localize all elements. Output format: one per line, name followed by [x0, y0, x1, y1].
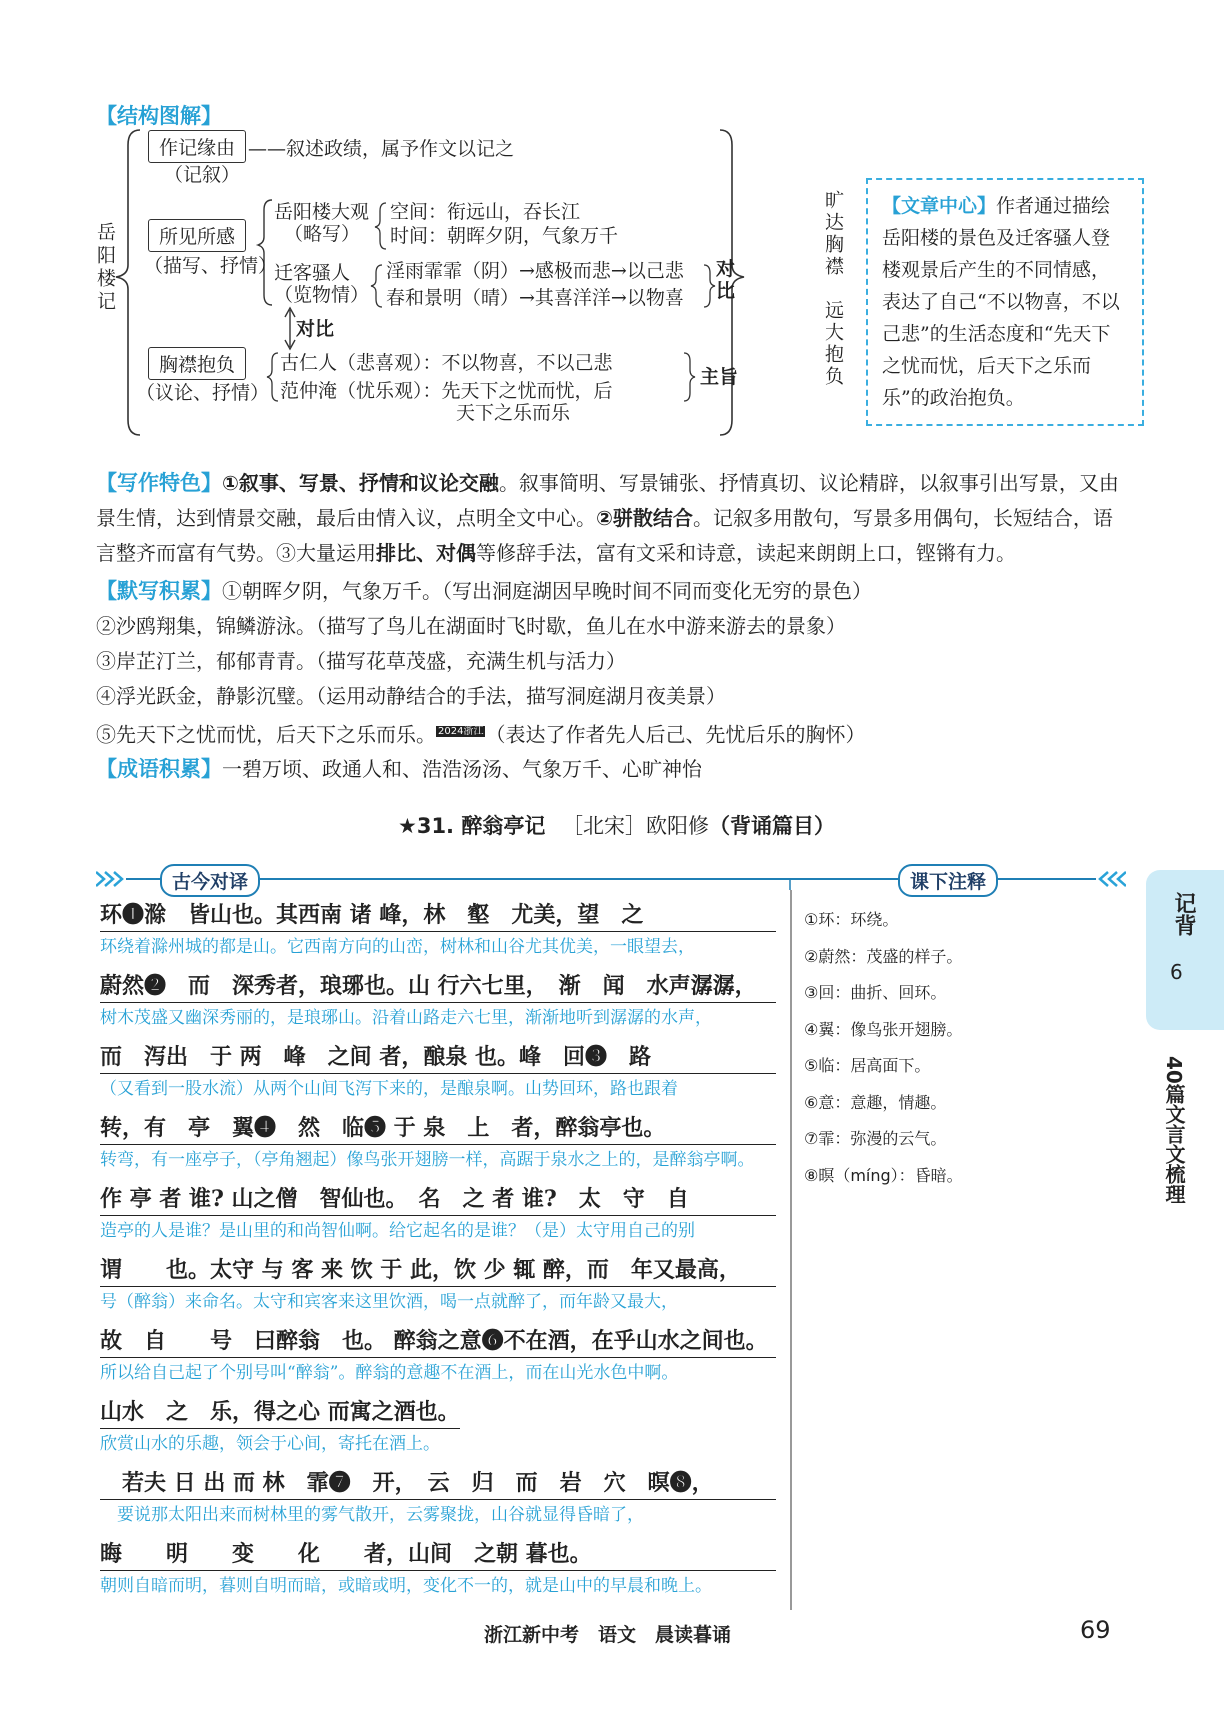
dictation-item: ②沙鸥翔集，锦鳞游泳。（描写了鸟儿在湖面时飞时歇，鱼儿在水中游来游去的景象）	[96, 614, 846, 638]
idiom-label: 【成语积累】	[96, 757, 222, 781]
original-line: 若夫 日 出 而 林 霏❼ 开， 云 归 而 岩 穴 暝❽，	[100, 1466, 776, 1500]
dictation-text: ⑤先天下之忧而忧，后天下之乐而乐。	[96, 722, 436, 747]
note-item: ⑤临：居高面下。	[804, 1056, 931, 1075]
page-number: 69	[1080, 1616, 1111, 1644]
series-label: 40篇文言文梳理	[1162, 1056, 1186, 1204]
view-mode: （略写）	[284, 223, 361, 245]
guest-mode: （览物情）	[274, 284, 370, 306]
rain-line: 淫雨霏霏（阴）→感极而悲→以己悲	[386, 260, 684, 282]
column-divider	[790, 890, 792, 1610]
note-item: ⑧暝（míng）：昏暗。	[804, 1165, 963, 1185]
original-line: 故 自 号 曰醉翁 也。 醉翁之意❻不在酒，在乎山水之间也。	[100, 1324, 776, 1358]
lesson-title: ★31. 醉翁亭记	[398, 814, 546, 838]
notes-list	[804, 902, 1034, 1194]
banner-right: 课下注释	[898, 864, 998, 897]
line-pair	[100, 1466, 776, 1537]
note-item: ⑥意：意趣，情趣。	[804, 1092, 947, 1112]
side-tab-number: 6	[1170, 960, 1183, 984]
side-tab[interactable]	[1146, 870, 1224, 1030]
note-item: ②蔚然：茂盛的样子。	[804, 946, 963, 966]
reason-mode: （记叙）	[164, 164, 241, 186]
writing-point-3: 排比、对偶	[376, 541, 476, 565]
original-line: 转，有 亭 翼❹ 然 临❺ 于 泉 上 者，醉翁亭也。	[100, 1111, 776, 1145]
dictation-item	[96, 574, 1126, 609]
translation-line: 造亭的人是谁？是山里的和尚智仙啊。给它起名的是谁？（是）太守用自己的别	[100, 1221, 695, 1241]
mind-mode: （议论、抒情）	[136, 382, 270, 404]
translation-line: 所以给自己起了个别号叫“醉翁”。醉翁的意趣不在酒上，而在山光水色中啊。	[100, 1363, 679, 1383]
contrast-label-right: 对比	[716, 258, 736, 302]
space-line: 空间：衔远山，吞长江	[390, 201, 581, 223]
original-line: 山水 之 乐，得之心 而寓之酒也。	[100, 1395, 460, 1429]
line-pair	[100, 1324, 776, 1395]
seen-mode: （描写、抒情）	[144, 255, 278, 277]
reason-box: 作记缘由	[148, 130, 246, 163]
dictation-section	[96, 574, 1126, 753]
center-text: 作者通过描绘岳阳楼的景色及迁客骚人登楼观景后产生的不同情感，表达了自己“不以物喜，不以己悲”的生活态度和“先天下之忧而忧，后天下之乐而乐”的政治抱负。	[882, 195, 1120, 409]
line-pair	[100, 1182, 776, 1253]
original-line: 蔚然❷ 而 深秀者，琅琊也。山 行六七里， 渐 闻 水声潺潺，	[100, 969, 776, 1003]
dictation-item	[96, 714, 1126, 753]
translation-block	[100, 898, 776, 1608]
seen-box: 所见所感	[148, 219, 246, 252]
mind-box: 胸襟抱负	[148, 347, 246, 380]
translation-line: 转弯，有一座亭子，（亭角翘起）像鸟张开翅膀一样，高踞于泉水之上的，是醉翁亭啊。	[100, 1150, 755, 1170]
translation-line: 欣赏山水的乐趣，领会于心间，寄托在酒上。	[100, 1434, 440, 1454]
time-line: 时间：朝晖夕阴，气象万千	[390, 225, 619, 247]
note-item: ⑦霏：弥漫的云气。	[804, 1129, 947, 1148]
line-pair	[100, 1040, 776, 1111]
translation-line: 朝则自暗而明，暮则自明而暗，或暗或明，变化不一的，就是山中的早晨和晚上。	[100, 1576, 712, 1596]
translation-line: 树木茂盛又幽深秀丽的，是琅琊山。沿着山路走六七里，渐渐地听到潺潺的水声，	[100, 1008, 712, 1028]
dictation-text: ①朝晖夕阴，气象万千。（写出洞庭湖因早晚时间不同而变化无穷的景色）	[222, 579, 872, 603]
writing-text-3a: ③大量运用	[276, 541, 376, 565]
line-pair	[100, 1253, 776, 1324]
banner-left: 古今对译	[160, 864, 260, 897]
spring-line: 春和景明（晴）→其喜洋洋→以物喜	[386, 287, 684, 309]
writing-text-1: 。叙事简明、写景铺张、抒情真切、议论精辟，以叙事引出写景，又由景生情，达到情景交融，最后由情入议，点明全文中心。	[96, 471, 1119, 530]
writing-label: 【写作特色】	[96, 471, 222, 495]
lesson-heading	[398, 810, 835, 840]
dictation-item: ④浮光跃金，静影沉璧。（运用动静结合的手法，描写洞庭湖月夜美景）	[96, 684, 726, 708]
exam-badge: 2024浙江	[438, 726, 484, 737]
dictation-item: ③岸芷汀兰，郁郁青青。（描写花草茂盛，充满生机与活力）	[96, 649, 626, 673]
translation-line: 环绕着滁州城的都是山。它西南方向的山峦，树林和山谷尤其优美，一眼望去，	[100, 937, 695, 957]
line-pair	[100, 1395, 776, 1466]
original-line: 晦 明 变 化 者，山间 之朝 暮也。	[100, 1537, 776, 1571]
view-label: 岳阳楼大观	[274, 201, 370, 223]
side-label-right: 远大抱负	[822, 300, 844, 388]
original-line: 而 泻出 于 两 峰 之间 者，酿泉 也。峰 回❸ 路	[100, 1040, 776, 1074]
idiom-section	[96, 752, 1126, 787]
lesson-author: ［北宋］欧阳修	[562, 814, 710, 838]
original-line: 谓 也。太守 与 客 来 饮 于 此，饮 少 辄 醉，而 年又最高，	[100, 1253, 776, 1287]
lesson-tag: （背诵篇目）	[709, 814, 836, 838]
line-pair	[100, 1537, 776, 1608]
original-line: 作 亭 者 谁? 山之僧 智仙也。 名 之 者 谁? 太 守 自	[100, 1182, 776, 1216]
dictation-label: 【默写积累】	[96, 579, 222, 603]
fan-line-cont: 天下之乐而乐	[456, 402, 571, 424]
writing-text-3b: 等修辞手法，富有文采和诗意，读起来朗朗上口，铿锵有力。	[476, 541, 1016, 565]
note-item: ③回：曲折、回环。	[804, 983, 947, 1002]
writing-point-1: ①叙事、写景、抒情和议论交融	[222, 471, 499, 495]
center-label: 【文章中心】	[882, 195, 997, 217]
dictation-note: （表达了作者先人后己、先忧后乐的胸怀）	[485, 722, 866, 747]
translation-line: 要说那太阳出来而树林里的雾气散开，云雾聚拢，山谷就显得昏暗了，	[100, 1505, 644, 1525]
center-idea-box	[866, 178, 1144, 426]
note-item: ④翼：像鸟张开翅膀。	[804, 1019, 963, 1039]
line-pair	[100, 1111, 776, 1182]
fan-line: 范仲淹（忧乐观）：先天下之忧而忧，后	[280, 380, 613, 402]
writing-text-2: 。记叙多用散句，写景多用偶句，长短结合，语言整齐而富有气势。	[96, 506, 1113, 565]
line-pair	[100, 969, 776, 1040]
side-label-left: 旷达胸襟	[822, 190, 844, 278]
structure-title: 【结构图解】	[96, 104, 222, 128]
contrast-label-vertical: 对比	[296, 318, 335, 340]
root-title: 岳阳楼记	[94, 222, 116, 314]
idiom-text: 一碧万顷、政通人和、浩浩汤汤、气象万千、心旷神怡	[222, 757, 702, 781]
footer-text: 浙江新中考 语文 晨读暮诵	[484, 1624, 732, 1646]
line-pair	[100, 898, 776, 969]
note-item: ①环：环绕。	[804, 910, 899, 929]
reason-detail: ——叙述政绩，属予作文以记之	[248, 138, 515, 160]
writing-point-2: ②骈散结合	[596, 506, 693, 530]
translation-line: 号（醉翁）来命名。太守和宾客来这里饮酒，喝一点就醉了，而年龄又最大，	[100, 1292, 678, 1312]
translation-line: （又看到一股水流）从两个山间飞泻下来的，是酿泉啊。山势回环，路也跟着	[100, 1079, 678, 1099]
theme-label: 主旨	[700, 366, 739, 388]
writing-features	[96, 466, 1126, 571]
guest-label: 迁客骚人	[274, 262, 351, 284]
side-tab-label: 记背	[1171, 892, 1196, 936]
ancient-line: 古仁人（悲喜观）：不以物喜，不以己悲	[280, 352, 613, 374]
original-line: 环❶滁 皆山也。其西南 诸 峰，林 壑 尤美，望 之	[100, 898, 776, 932]
